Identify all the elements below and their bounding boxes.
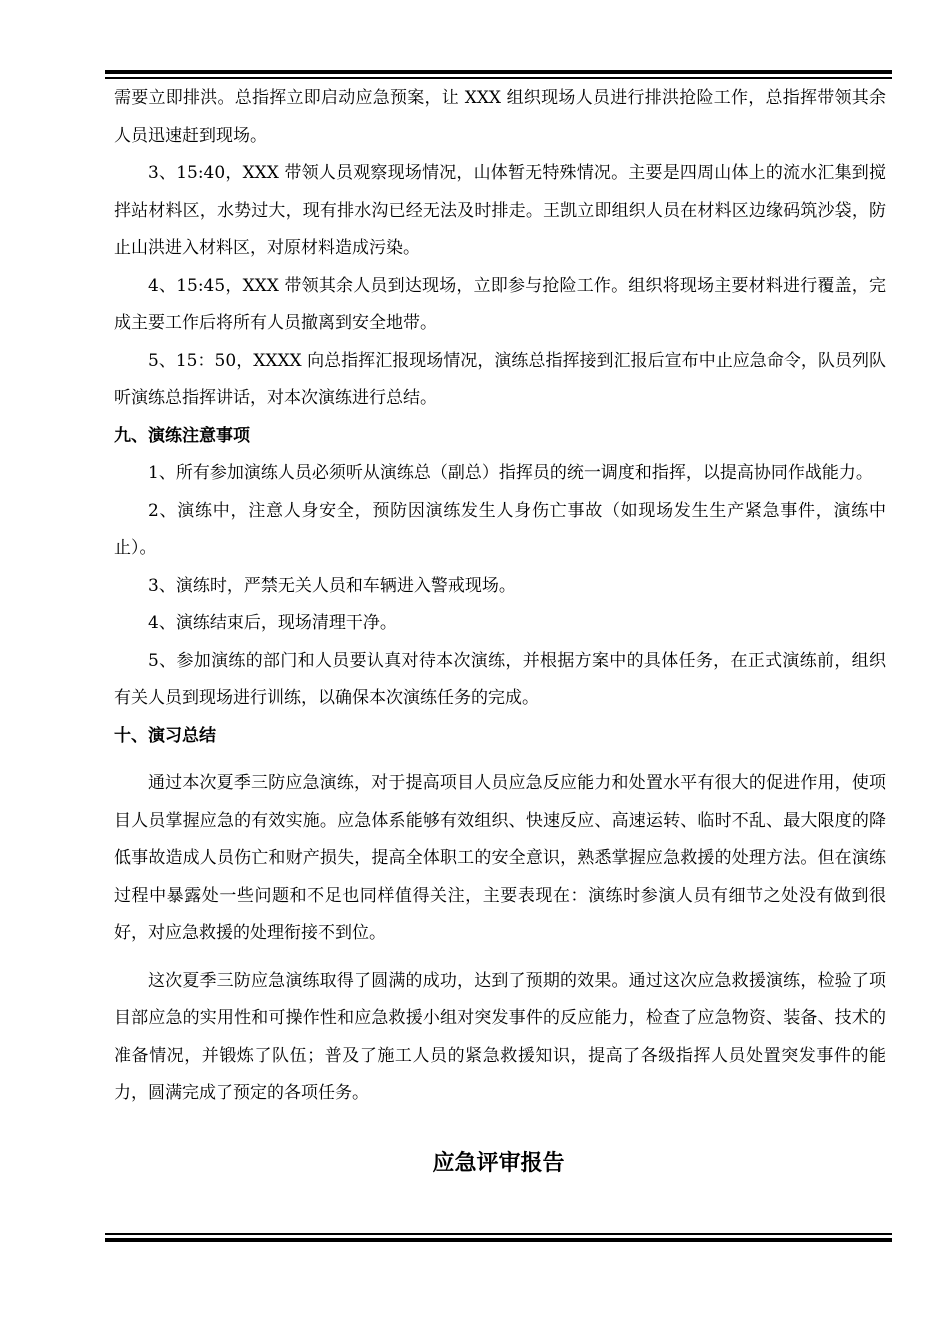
paragraph-step-5: 5、15：50，XXXX 向总指挥汇报现场情况，演练总指挥接到汇报后宣布中止应急命令，队员列队听演练总指挥讲话，对本次演练进行总结。 (114, 350, 886, 408)
section-9-item-1: 1、所有参加演练人员必须听从演练总（副总）指挥员的统一调度和指挥，以提高协同作战能力。 (148, 463, 873, 483)
section-10-paragraph-1: 通过本次夏季三防应急演练，对于提高项目人员应急反应能力和处置水平有很大的促进作用，使项目人员掌握应急的有效实施。应急体系能够有效组织、快速反应、高速运转、临时不乱、最大限度的降低事故造成人员伤亡和财产损失，提高全体职工的安全意识，熟悉掌握应急救援的处理方法。但在演练过程中暴露处一些问题和不足也同样值得关注，主要表现在：演练时参演人员有细节之处没有做到很好，对应急救援的处理衔接不到位。 (114, 773, 886, 943)
section-9-item-2: 2、演练中，注意人身安全，预防因演练发生人身伤亡事故（如现场发生生产紧急事件，演练中止）。 (114, 500, 886, 558)
section-9-item-3: 3、演练时，严禁无关人员和车辆进入警戒现场。 (148, 575, 516, 596)
section-9-heading: 九、演练注意事项 (114, 425, 250, 446)
paragraph-step-4: 4、15:45，XXX 带领其余人员到达现场，立即参与抢险工作。组织将现场主要材料进行覆盖，完成主要工作后将所有人员撤离到安全地带。 (114, 275, 886, 333)
section-9-item-5: 5、参加演练的部门和人员要认真对待本次演练，并根据方案中的具体任务，在正式演练前，组织有关人员到现场进行训练，以确保本次演练任务的完成。 (114, 650, 886, 708)
footer-rule-thick (105, 1238, 892, 1242)
section-10-heading: 十、演习总结 (114, 725, 216, 746)
footer-rule-thin (105, 1233, 892, 1235)
paragraph-step-3: 3、15:40，XXX 带领人员观察现场情况，山体暂无特殊情况。主要是四周山体上的流水汇集到搅拌站材料区，水势过大，现有排水沟已经无法及时排走。王凯立即组织人员在材料区边缘码筑沙袋，防止山洪进入材料区，对原材料造成污染。 (114, 163, 886, 258)
header-rule-thick (105, 70, 892, 74)
header-rule-thin (105, 77, 892, 79)
report-title: 应急评审报告 (432, 1150, 565, 1176)
section-10-paragraph-2: 这次夏季三防应急演练取得了圆满的成功，达到了预期的效果。通过这次应急救援演练，检验了项目部应急的实用性和可操作性和应急救援小组对突发事件的反应能力，检查了应急物资、装备、技术的准备情况，并锻炼了队伍；普及了施工人员的紧急救援知识，提高了各级指挥人员处置突发事件的能力，圆满完成了预定的各项任务。 (114, 970, 886, 1103)
document-body (114, 80, 886, 1113)
section-9-item-4: 4、演练结束后，现场清理干净。 (148, 613, 397, 633)
paragraph-continued: 需要立即排洪。总指挥立即启动应急预案，让 XXX 组织现场人员进行排洪抢险工作，总指挥带领其余人员迅速赶到现场。 (114, 88, 886, 146)
